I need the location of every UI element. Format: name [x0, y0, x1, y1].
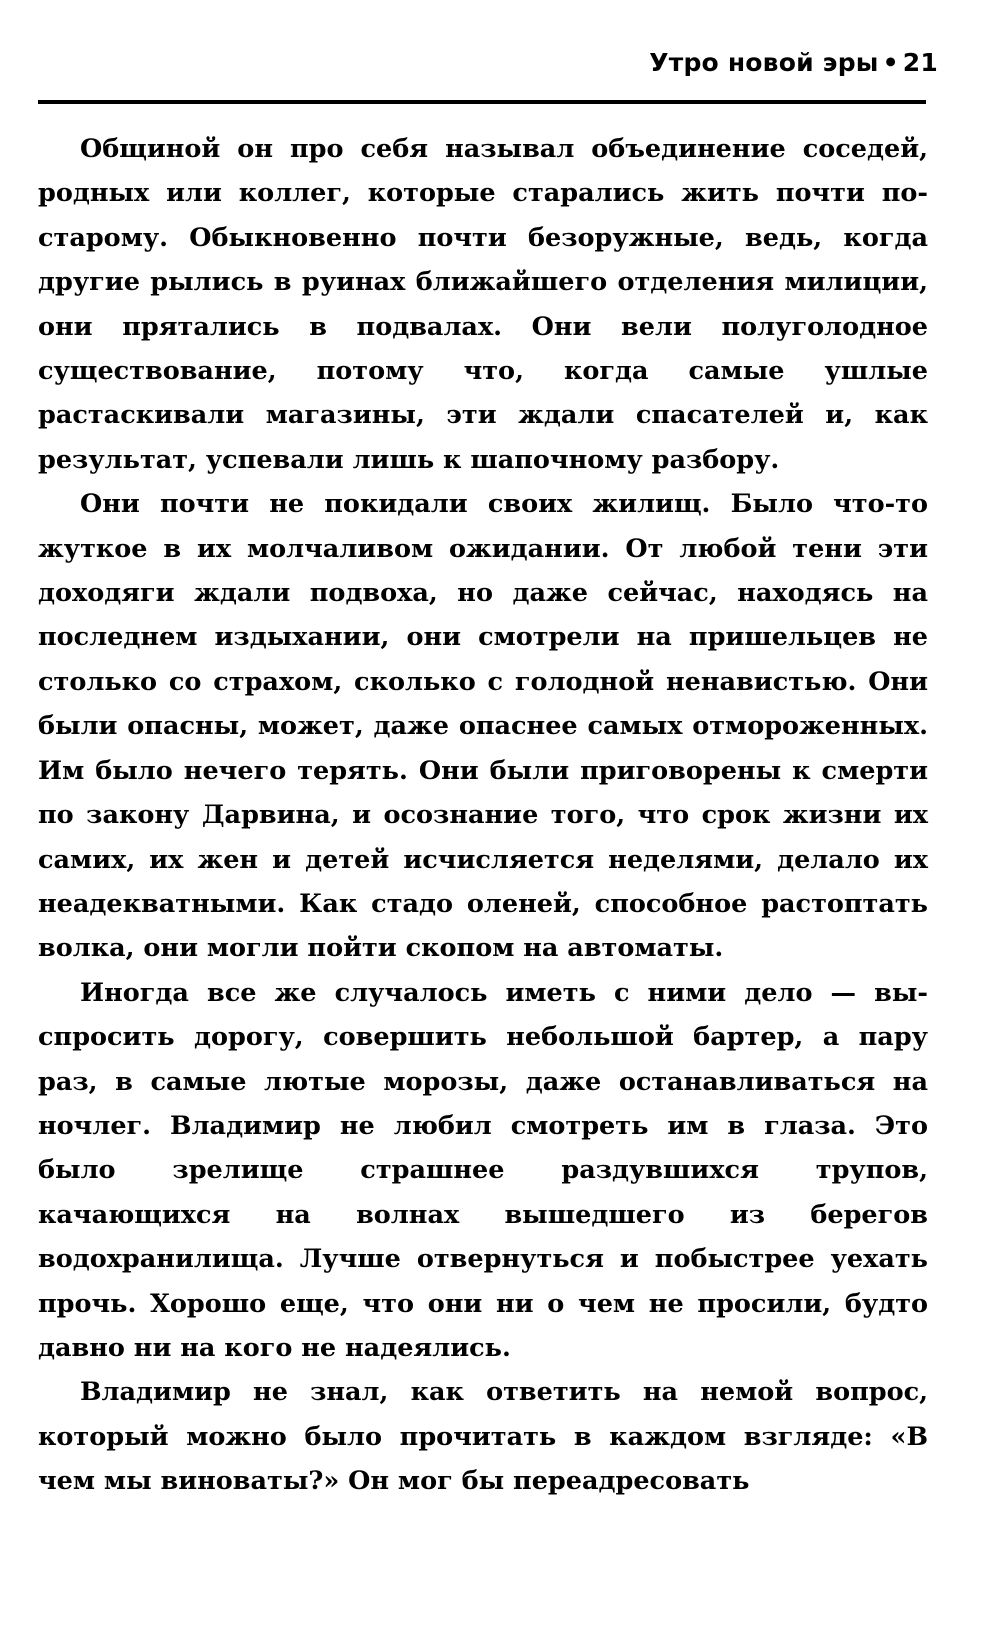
running-head-separator: • [882, 48, 899, 77]
paragraph: Общиной он про себя называл объединение соседей, родных или коллег, которые старались жить почти по-старому. Обыкновенно почти безоружные, ведь, когда другие рылись в руинах ближайшего отделения милиции, они прятались в подвалах. Они вели полуголодное существование, потому что, когда самые ушлые растаскивали магазины, эти ждали спасателей и, как результат, успевали лишь к шапочному разбору. [38, 134, 928, 475]
paragraph: Они почти не покидали своих жилищ. Было что-то жуткое в их молчаливом ожидании. От любой тени эти доходяги ждали подвоха, но даже сейчас, находясь на последнем издыхании, они смотрели на пришельцев не столько со страхом, сколько с голодной ненавистью. Они были опасны, может, даже опаснее самых отмороженных. Им было нечего терять. Они были приговорены к смерти по закону Дарвина, и осознание того, что срок жизни их самих, их жен и детей исчисляется неделями, делало их неадекватными. Как стадо оленей, способное растоптать волка, они могли пойти скопом на автоматы. [38, 489, 928, 964]
paragraph: Владимир не знал, как ответить на немой вопрос, который можно было прочитать в каждом взгляде: «В чем мы виноваты?» Он мог бы переадресовать [38, 1377, 928, 1497]
running-head [40, 48, 938, 77]
running-head-title: Утро новой эры [649, 48, 879, 77]
header-divider-rule [38, 100, 926, 104]
page-number: 21 [902, 48, 938, 77]
page-body [38, 127, 928, 1504]
paragraph: Иногда все же случалось иметь с ними дело — выспросить дорогу, совершить небольшой бартер, а пару раз, в самые лютые морозы, даже останавливаться на ночлег. Владимир не любил смотреть им в глаза. Это было зрелище страшнее раздувшихся трупов, качающихся на волнах вышедшего из берегов водохранилища. Лучше отвернуться и побыстрее уехать прочь. Хорошо еще, что они ни о чем не просили, будто давно ни на кого не надеялись. [38, 977, 928, 1363]
